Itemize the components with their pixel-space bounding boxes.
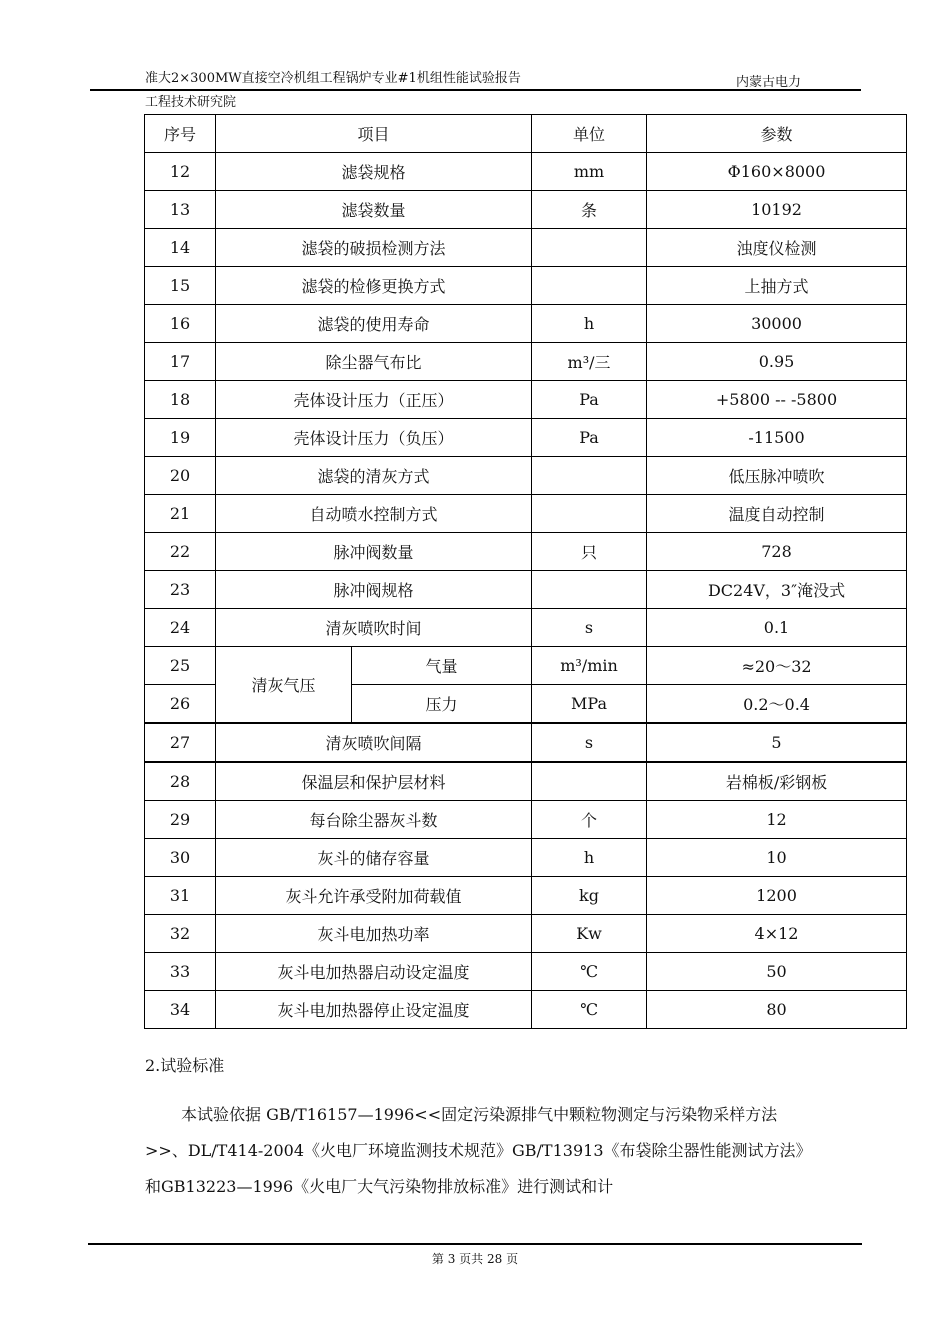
page-number: 第 3 页共 28 页	[431, 1252, 519, 1266]
row-number: 30	[145, 839, 216, 877]
row-item: 灰斗的储存容量	[216, 839, 532, 877]
row-number: 24	[145, 609, 216, 647]
row-unit: m³/三	[532, 343, 647, 381]
row-unit: MPa	[532, 685, 647, 724]
row-number: 19	[145, 419, 216, 457]
row-unit: h	[532, 305, 647, 343]
row-number: 12	[145, 153, 216, 191]
row-value: +5800 -- -5800	[647, 381, 907, 419]
row-unit: 条	[532, 191, 647, 229]
row-number: 17	[145, 343, 216, 381]
row-unit	[532, 571, 647, 609]
standards-text: 本试验依据 GB/T16157—1996<<固定污染源排气中颗粒物测定与污染物采样方法>>、DL/T414-2004《火电厂环境监测技术规范》GB/T13913《布袋除尘器性能测试方法》和GB13223—1996《火电厂大气污染物排放标准》进行测试和计	[145, 1105, 804, 1196]
row-value: 30000	[647, 305, 907, 343]
section-title: 2.试验标准	[145, 1056, 225, 1075]
table-row	[145, 343, 907, 381]
table-row	[145, 305, 907, 343]
table-row	[145, 915, 907, 953]
row-value: ≈20～32	[647, 647, 907, 685]
table-row	[145, 495, 907, 533]
table-row	[145, 229, 907, 267]
row-item: 保温层和保护层材料	[216, 762, 532, 801]
row-value: 50	[647, 953, 907, 991]
row-item: 脉冲阀数量	[216, 533, 532, 571]
row-item: 清灰喷吹间隔	[216, 723, 532, 762]
table-header-row	[145, 115, 907, 153]
row-value: 1200	[647, 877, 907, 915]
row-item: 滤袋的清灰方式	[216, 457, 532, 495]
row-value: 10	[647, 839, 907, 877]
row-unit: Pa	[532, 419, 647, 457]
table-row	[145, 419, 907, 457]
row-number: 23	[145, 571, 216, 609]
row-item: 灰斗电加热器启动设定温度	[216, 953, 532, 991]
row-value: 10192	[647, 191, 907, 229]
row-unit	[532, 457, 647, 495]
row-unit: 只	[532, 533, 647, 571]
footer-divider	[88, 1243, 862, 1245]
row-number: 18	[145, 381, 216, 419]
row-item: 脉冲阀规格	[216, 571, 532, 609]
row-number: 29	[145, 801, 216, 839]
header-org-sub: 工程技术研究院	[145, 95, 237, 110]
row-unit: s	[532, 723, 647, 762]
table-row	[145, 801, 907, 839]
row-number: 32	[145, 915, 216, 953]
row-item: 滤袋的检修更换方式	[216, 267, 532, 305]
row-item: 滤袋的破损检测方法	[216, 229, 532, 267]
row-number: 28	[145, 762, 216, 801]
table-row	[145, 877, 907, 915]
row-unit: kg	[532, 877, 647, 915]
row-unit	[532, 762, 647, 801]
row-unit: ℃	[532, 991, 647, 1029]
row-value: DC24V，3″淹没式	[647, 571, 907, 609]
row-value: 728	[647, 533, 907, 571]
row-value: 0.95	[647, 343, 907, 381]
row-unit: Kw	[532, 915, 647, 953]
row-item: 灰斗电加热功率	[216, 915, 532, 953]
col-header-value: 参数	[647, 115, 907, 153]
row-subitem: 压力	[352, 685, 532, 724]
row-item: 壳体设计压力（正压）	[216, 381, 532, 419]
table-row	[145, 571, 907, 609]
group-label: 清灰气压	[216, 647, 352, 724]
table-row	[145, 953, 907, 991]
row-item: 壳体设计压力（负压）	[216, 419, 532, 457]
row-number: 16	[145, 305, 216, 343]
row-value: 0.1	[647, 609, 907, 647]
row-unit: h	[532, 839, 647, 877]
row-item: 滤袋数量	[216, 191, 532, 229]
table-row	[145, 191, 907, 229]
row-number: 27	[145, 723, 216, 762]
row-value: 5	[647, 723, 907, 762]
row-unit: s	[532, 609, 647, 647]
table-row	[145, 457, 907, 495]
row-number: 13	[145, 191, 216, 229]
table-row	[145, 723, 907, 762]
row-subitem: 气量	[352, 647, 532, 685]
row-number: 14	[145, 229, 216, 267]
row-number: 33	[145, 953, 216, 991]
col-header-unit: 单位	[532, 115, 647, 153]
row-number: 20	[145, 457, 216, 495]
row-unit: 个	[532, 801, 647, 839]
row-value: -11500	[647, 419, 907, 457]
table-row	[145, 991, 907, 1029]
table-row	[145, 762, 907, 801]
header-org: 内蒙古电力	[736, 75, 802, 90]
row-number: 25	[145, 647, 216, 685]
row-item: 除尘器气布比	[216, 343, 532, 381]
spec-table	[144, 114, 907, 1029]
row-unit	[532, 267, 647, 305]
row-item: 每台除尘器灰斗数	[216, 801, 532, 839]
table-row	[145, 839, 907, 877]
standards-paragraph	[145, 1097, 810, 1205]
table-row	[145, 153, 907, 191]
table-row	[145, 609, 907, 647]
row-unit: m³/min	[532, 647, 647, 685]
row-unit	[532, 229, 647, 267]
row-unit	[532, 495, 647, 533]
table-row	[145, 267, 907, 305]
row-value: 上抽方式	[647, 267, 907, 305]
row-value: 0.2～0.4	[647, 685, 907, 724]
row-value: 低压脉冲喷吹	[647, 457, 907, 495]
row-unit: ℃	[532, 953, 647, 991]
row-item: 滤袋规格	[216, 153, 532, 191]
col-header-no: 序号	[145, 115, 216, 153]
row-number: 26	[145, 685, 216, 724]
row-value: 岩棉板/彩钢板	[647, 762, 907, 801]
table-row	[145, 381, 907, 419]
col-header-item: 项目	[216, 115, 532, 153]
row-value: 4×12	[647, 915, 907, 953]
row-item: 清灰喷吹时间	[216, 609, 532, 647]
row-number: 21	[145, 495, 216, 533]
row-item: 灰斗电加热器停止设定温度	[216, 991, 532, 1029]
row-item: 滤袋的使用寿命	[216, 305, 532, 343]
row-value: 温度自动控制	[647, 495, 907, 533]
row-value: 12	[647, 801, 907, 839]
row-number: 22	[145, 533, 216, 571]
table-row	[145, 647, 907, 685]
row-unit: mm	[532, 153, 647, 191]
row-number: 34	[145, 991, 216, 1029]
row-value: Φ160×8000	[647, 153, 907, 191]
row-number: 31	[145, 877, 216, 915]
header-title: 准大2×300MW直接空冷机组工程锅炉专业#1机组性能试验报告	[145, 71, 521, 86]
row-item: 灰斗允许承受附加荷载值	[216, 877, 532, 915]
row-item: 自动喷水控制方式	[216, 495, 532, 533]
row-number: 15	[145, 267, 216, 305]
row-value: 浊度仪检测	[647, 229, 907, 267]
row-unit: Pa	[532, 381, 647, 419]
table-row	[145, 533, 907, 571]
row-value: 80	[647, 991, 907, 1029]
